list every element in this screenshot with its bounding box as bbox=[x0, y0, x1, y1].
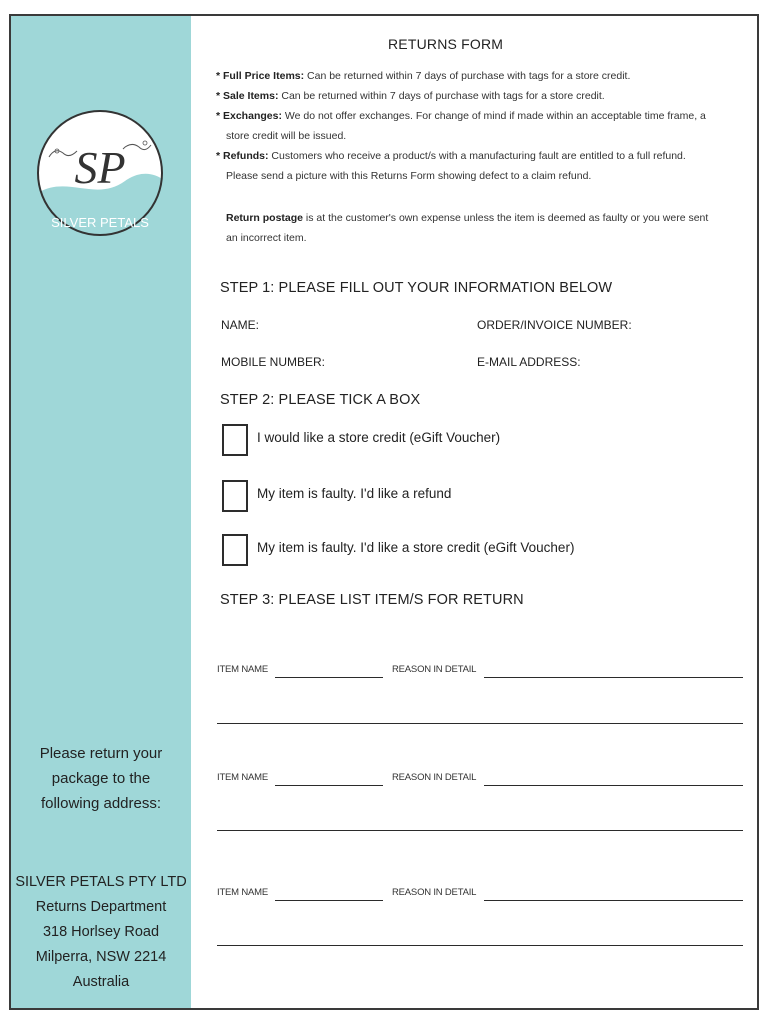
reason-field[interactable] bbox=[484, 900, 743, 901]
logo-monogram: SP bbox=[74, 142, 126, 193]
return-note-line: package to the bbox=[51, 770, 151, 787]
page-title: RETURNS FORM bbox=[388, 36, 504, 52]
policy-text: We do not offer exchanges. For change of mind if made within an acceptable time frame, a bbox=[281, 110, 706, 122]
return-note-line: Please return your bbox=[39, 745, 163, 762]
faulty-store-credit-option-label: My item is faulty. I'd like a store credit (eGift Voucher) bbox=[257, 540, 575, 555]
item-name-field[interactable] bbox=[275, 677, 383, 678]
logo-text: SILVER PETALS bbox=[51, 215, 149, 230]
name-field-label[interactable]: NAME: bbox=[221, 318, 260, 332]
reason-label: REASON IN DETAIL bbox=[392, 664, 477, 675]
postage-text: is at the customer's own expense unless the item is deemed as faulty or you were sent bbox=[303, 212, 709, 224]
policy-text: Can be returned within 7 days of purchase with tags for a store credit. bbox=[304, 70, 631, 82]
reason-field-continued[interactable] bbox=[217, 830, 743, 831]
item-name-label: ITEM NAME bbox=[217, 664, 268, 675]
policy-text: store credit will be issued. bbox=[226, 130, 347, 142]
email-field-label[interactable]: E-MAIL ADDRESS: bbox=[477, 355, 581, 369]
policy-item bbox=[216, 146, 731, 166]
postage-text: an incorrect item. bbox=[226, 232, 307, 244]
mobile-field-label[interactable]: MOBILE NUMBER: bbox=[221, 355, 326, 369]
policy-text: Please send a picture with this Returns Form showing defect to a claim refund. bbox=[226, 170, 592, 182]
address-line: Returns Department bbox=[35, 899, 167, 915]
step2-heading: STEP 2: PLEASE TICK A BOX bbox=[220, 392, 421, 408]
policy-term: * Sale Items: bbox=[216, 90, 279, 102]
postage-term: Return postage bbox=[226, 212, 304, 224]
item-name-label: ITEM NAME bbox=[217, 887, 268, 898]
policy-list bbox=[216, 66, 731, 186]
return-note-line: following address: bbox=[40, 795, 162, 812]
policy-term: * Full Price Items: bbox=[216, 70, 305, 82]
order-number-field-label[interactable]: ORDER/INVOICE NUMBER: bbox=[477, 318, 632, 332]
reason-field-continued[interactable] bbox=[217, 945, 743, 946]
item-name-field[interactable] bbox=[275, 900, 383, 901]
policy-text: Can be returned within 7 days of purchase with tags for a store credit. bbox=[278, 90, 605, 102]
policy-text: Customers who receive a product/s with a manufacturing fault are entitled to a full refund. bbox=[268, 150, 686, 162]
store-credit-checkbox[interactable] bbox=[222, 424, 248, 456]
policy-term: * Refunds: bbox=[216, 150, 269, 162]
policy-item bbox=[216, 126, 731, 146]
policy-item bbox=[216, 86, 731, 106]
reason-label: REASON IN DETAIL bbox=[392, 772, 477, 783]
reason-field-continued[interactable] bbox=[217, 723, 743, 724]
item-name-field[interactable] bbox=[275, 785, 383, 786]
item-name-label: ITEM NAME bbox=[217, 772, 268, 783]
refund-checkbox[interactable] bbox=[222, 480, 248, 512]
policy-item bbox=[216, 166, 731, 186]
address-line: 318 Horlsey Road bbox=[42, 924, 160, 940]
reason-field[interactable] bbox=[484, 785, 743, 786]
postage-note bbox=[216, 208, 731, 248]
policy-item bbox=[216, 106, 731, 126]
policy-item bbox=[216, 66, 731, 86]
reason-label: REASON IN DETAIL bbox=[392, 887, 477, 898]
step1-heading: STEP 1: PLEASE FILL OUT YOUR INFORMATION BELOW bbox=[220, 280, 613, 296]
company-name: SILVER PETALS PTY LTD bbox=[15, 874, 187, 890]
reason-field[interactable] bbox=[484, 677, 743, 678]
policy-term: * Exchanges: bbox=[216, 110, 282, 122]
step3-heading: STEP 3: PLEASE LIST ITEM/S FOR RETURN bbox=[220, 592, 524, 608]
refund-option-label: My item is faulty. I'd like a refund bbox=[257, 486, 452, 501]
faulty-store-credit-checkbox[interactable] bbox=[222, 534, 248, 566]
address-line: Australia bbox=[72, 974, 130, 990]
address-line: Milperra, NSW 2214 bbox=[35, 949, 167, 965]
store-credit-option-label: I would like a store credit (eGift Voucher) bbox=[257, 430, 501, 445]
